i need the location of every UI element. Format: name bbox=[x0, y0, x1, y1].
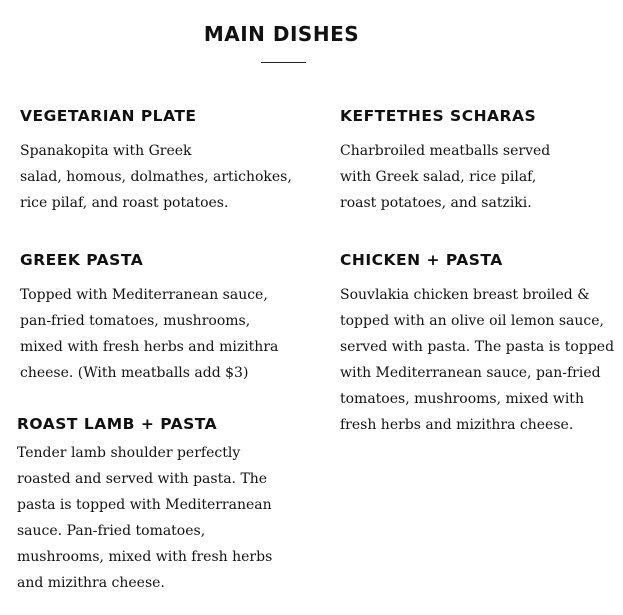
description-line: and mizithra cheese. bbox=[17, 575, 165, 591]
dish-description bbox=[20, 282, 278, 386]
dish-greek-pasta bbox=[20, 250, 278, 386]
dish-roast-lamb-pasta bbox=[17, 414, 272, 596]
description-line: pan-fried tomatoes, mushrooms, bbox=[20, 313, 251, 329]
dish-chicken-pasta bbox=[340, 250, 614, 438]
dish-description bbox=[17, 440, 272, 596]
description-line: rice pilaf, and roast potatoes. bbox=[20, 195, 229, 211]
description-line: served with pasta. The pasta is topped bbox=[340, 339, 615, 355]
dish-keftethes-scharas bbox=[340, 106, 550, 216]
description-line: Topped with Mediterranean sauce, bbox=[20, 287, 268, 303]
page-title: MAIN DISHES bbox=[203, 22, 360, 46]
description-line: Souvlakia chicken breast broiled & bbox=[340, 287, 590, 303]
dish-description bbox=[340, 138, 550, 216]
dish-description bbox=[20, 138, 292, 216]
description-line: Spanakopita with Greek bbox=[20, 143, 192, 159]
description-line: sauce. Pan-fried tomatoes, bbox=[17, 523, 206, 539]
description-line: Charbroiled meatballs served bbox=[340, 143, 551, 159]
description-line: with Greek salad, rice pilaf, bbox=[340, 169, 537, 185]
description-line: pasta is topped with Mediterranean bbox=[17, 497, 272, 513]
description-line: topped with an olive oil lemon sauce, bbox=[340, 313, 604, 329]
dish-name: CHICKEN + PASTA bbox=[340, 251, 503, 269]
dish-name: GREEK PASTA bbox=[20, 251, 144, 269]
description-line: cheese. (With meatballs add $3) bbox=[20, 365, 249, 381]
description-line: with Mediterranean sauce, pan-fried bbox=[340, 365, 601, 381]
description-line: Tender lamb shoulder perfectly bbox=[17, 445, 241, 461]
description-line: mixed with fresh herbs and mizithra bbox=[20, 339, 279, 355]
description-line: roasted and served with pasta. The bbox=[17, 471, 268, 487]
description-line: tomatoes, mushrooms, mixed with bbox=[340, 391, 584, 407]
description-line: roast potatoes, and satziki. bbox=[340, 195, 532, 211]
description-line: mushrooms, mixed with fresh herbs bbox=[17, 549, 273, 565]
dish-name: VEGETARIAN PLATE bbox=[20, 107, 197, 125]
dish-name: ROAST LAMB + PASTA bbox=[17, 415, 218, 433]
dish-description bbox=[340, 282, 614, 438]
dish-vegetarian-plate bbox=[20, 106, 292, 216]
title-divider bbox=[261, 62, 306, 63]
dish-name: KEFTETHES SCHARAS bbox=[340, 107, 537, 125]
description-line: fresh herbs and mizithra cheese. bbox=[340, 417, 574, 433]
description-line: salad, homous, dolmathes, artichokes, bbox=[20, 169, 292, 185]
